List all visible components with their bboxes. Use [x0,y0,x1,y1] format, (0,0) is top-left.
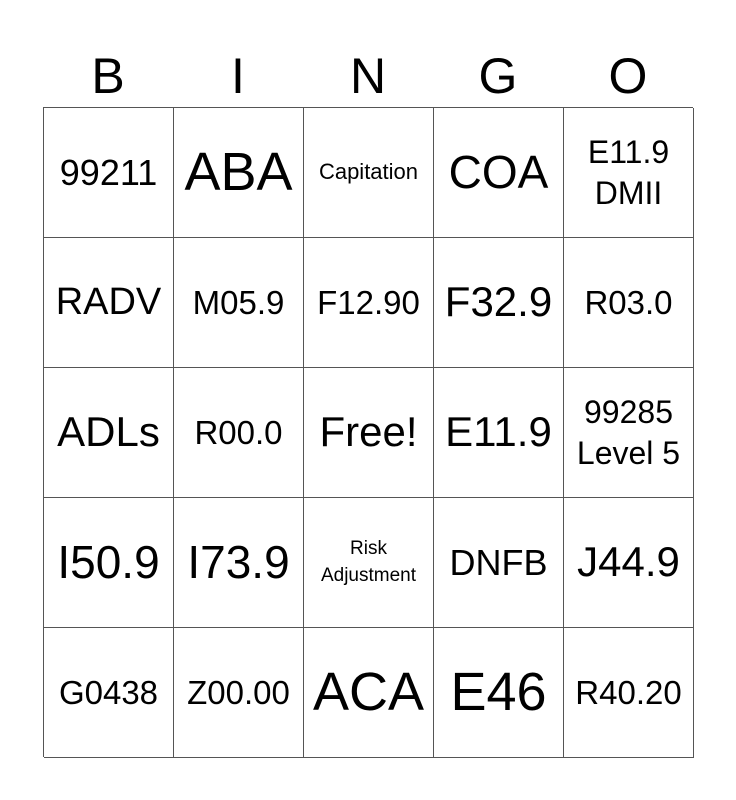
bingo-cell-r3-c4[interactable]: E11.9 [434,368,564,498]
header-letter-i: I [231,48,245,104]
bingo-cell-r5-c5[interactable]: R40.20 [564,628,694,758]
bingo-cell-r2-c1[interactable]: RADV [44,238,174,368]
header-letter-o: O [608,48,648,104]
bingo-cell-r1-c4[interactable]: COA [434,108,564,238]
bingo-cell-free-space[interactable]: Free! [304,368,434,498]
bingo-cell-r5-c2[interactable]: Z00.00 [174,628,304,758]
header-letter-g: G [478,48,518,104]
bingo-cell-r3-c2[interactable]: R00.0 [174,368,304,498]
bingo-cell-r2-c5[interactable]: R03.0 [564,238,694,368]
bingo-cell-r2-c4[interactable]: F32.9 [434,238,564,368]
bingo-cell-r4-c3[interactable]: Risk Adjustment [304,498,434,628]
bingo-cell-r3-c5[interactable]: 99285 Level 5 [564,368,694,498]
bingo-cell-r5-c1[interactable]: G0438 [44,628,174,758]
bingo-cell-r1-c1[interactable]: 99211 [44,108,174,238]
header-letter-n: N [349,48,387,104]
bingo-cell-r1-c5[interactable]: E11.9 DMII [564,108,694,238]
bingo-cell-r4-c4[interactable]: DNFB [434,498,564,628]
bingo-cell-r5-c4[interactable]: E46 [434,628,564,758]
bingo-cell-r1-c3[interactable]: Capitation [304,108,434,238]
header-letter-b: B [91,48,125,104]
bingo-cell-r2-c2[interactable]: M05.9 [174,238,304,368]
bingo-header [43,44,693,108]
bingo-cell-r1-c2[interactable]: ABA [174,108,304,238]
bingo-cell-r2-c3[interactable]: F12.90 [304,238,434,368]
bingo-cell-r3-c1[interactable]: ADLs [44,368,174,498]
bingo-cell-r4-c5[interactable]: J44.9 [564,498,694,628]
bingo-cell-r4-c1[interactable]: I50.9 [44,498,174,628]
bingo-board [43,107,693,757]
bingo-cell-r5-c3[interactable]: ACA [304,628,434,758]
bingo-cell-r4-c2[interactable]: I73.9 [174,498,304,628]
